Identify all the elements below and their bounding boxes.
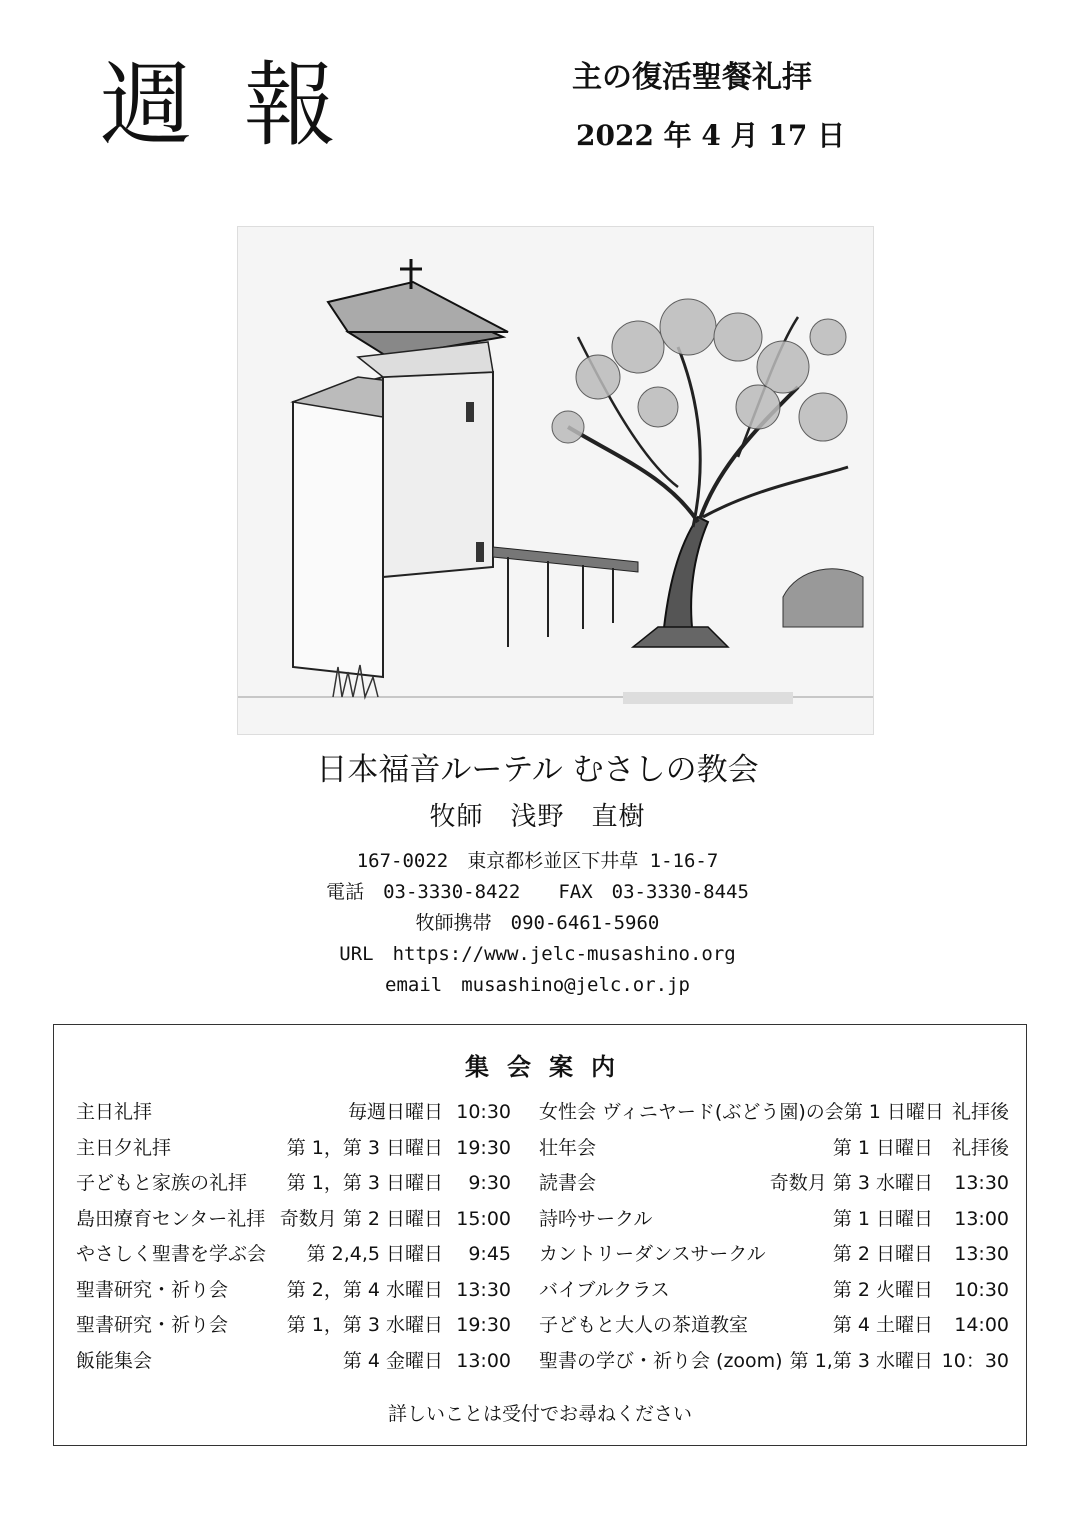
meeting-name: 飯能集会 — [76, 1349, 153, 1372]
meeting-name: カントリーダンスサークル — [539, 1243, 766, 1265]
meeting-row — [539, 1346, 1009, 1382]
meeting-row — [539, 1097, 1009, 1133]
meeting-row — [539, 1275, 1009, 1311]
meeting-row — [539, 1310, 1009, 1346]
meeting-time: 9:45 — [468, 1243, 511, 1265]
meeting-name: 壮年会 — [539, 1136, 597, 1159]
email-address[interactable]: email musashino@jelc.or.jp — [385, 974, 690, 996]
meeting-name: 主日礼拝 — [76, 1101, 153, 1123]
meeting-row — [539, 1204, 1009, 1240]
meeting-when: 第 2 日曜日 — [832, 1243, 933, 1265]
meeting-time: 10:30 — [456, 1101, 511, 1123]
meeting-time: 礼拝後 — [951, 1136, 1009, 1159]
meeting-time: 13:00 — [954, 1207, 1009, 1230]
service-title: 主の復活聖餐礼拝 — [572, 60, 812, 95]
meeting-row — [539, 1133, 1009, 1169]
phone-fax: 電話 03-3330-8422 FAX 03-3330-8445 — [326, 881, 749, 903]
meeting-name: やさしく聖書を学ぶ会 — [76, 1243, 267, 1265]
meeting-when: 奇数月 第 3 水曜日 — [769, 1172, 933, 1194]
meeting-row — [76, 1168, 511, 1204]
meeting-when: 第 4 金曜日 — [342, 1349, 443, 1372]
meeting-when: 第 1，第 3 日曜日 — [286, 1172, 443, 1194]
meeting-name: バイブルクラス — [539, 1278, 670, 1301]
contact-block — [0, 846, 1075, 1001]
meeting-time: 10:30 — [954, 1278, 1009, 1301]
meeting-time: 19:30 — [456, 1314, 511, 1336]
church-illustration — [237, 226, 874, 735]
meeting-name: 女性会 ヴィニヤード(ぶどう園)の会 — [539, 1101, 844, 1123]
meeting-time: 15:00 — [456, 1207, 511, 1230]
bulletin-title: 週報 — [100, 52, 389, 159]
pastor-name: 牧師 浅野 直樹 — [429, 802, 646, 832]
meetings-title: 集会案内 — [465, 1053, 633, 1081]
meeting-time: 13:00 — [456, 1349, 511, 1372]
meeting-time: 19:30 — [456, 1136, 511, 1159]
meeting-when: 第 1 日曜日 — [832, 1136, 933, 1159]
meeting-when: 第 1，第 3 日曜日 — [286, 1136, 443, 1159]
meeting-name: 島田療育センター礼拝 — [76, 1207, 266, 1230]
meeting-name: 主日夕礼拝 — [76, 1136, 172, 1159]
meeting-when: 第 2,4,5 日曜日 — [306, 1243, 443, 1265]
meeting-time: 14:00 — [954, 1314, 1009, 1336]
meeting-when: 奇数月 第 2 日曜日 — [279, 1207, 443, 1230]
meeting-when: 第 1 日曜日 — [843, 1101, 944, 1123]
meeting-name: 詩吟サークル — [539, 1207, 653, 1230]
meeting-row — [76, 1275, 511, 1311]
meetings-left-column — [76, 1097, 511, 1381]
meeting-name: 聖書の学び・祈り会 (zoom) — [539, 1349, 783, 1372]
meeting-when: 第 1,第 3 水曜日 — [789, 1349, 933, 1372]
meeting-name: 聖書研究・祈り会 — [76, 1314, 229, 1336]
meeting-name: 読書会 — [539, 1172, 597, 1194]
church-name: 日本福音ルーテル むさしの教会 — [316, 752, 759, 788]
meeting-row — [76, 1346, 511, 1382]
meeting-when: 第 2 火曜日 — [832, 1278, 933, 1301]
pastor-mobile: 牧師携帯 090-6461-5960 — [415, 912, 660, 934]
meeting-time: 13:30 — [954, 1243, 1009, 1265]
meeting-name: 子どもと大人の茶道教室 — [539, 1314, 749, 1336]
meeting-name: 子どもと家族の礼拝 — [76, 1172, 248, 1194]
meeting-when: 第 1 日曜日 — [832, 1207, 933, 1230]
meetings-box — [53, 1024, 1027, 1446]
meeting-time: 13:30 — [954, 1172, 1009, 1194]
meeting-row — [76, 1097, 511, 1133]
meeting-when: 第 1，第 3 水曜日 — [286, 1314, 443, 1336]
meeting-when: 毎週日曜日 — [347, 1101, 443, 1123]
meeting-when: 第 2，第 4 水曜日 — [286, 1278, 443, 1301]
meeting-row — [76, 1133, 511, 1169]
meeting-time: 9:30 — [468, 1172, 511, 1194]
meeting-row — [539, 1168, 1009, 1204]
meeting-row — [76, 1239, 511, 1275]
meeting-name: 聖書研究・祈り会 — [76, 1278, 229, 1301]
website-url[interactable]: URL https://www.jelc-musashino.org — [339, 943, 736, 965]
meeting-row — [76, 1204, 511, 1240]
meeting-row — [76, 1310, 511, 1346]
meeting-row — [539, 1239, 1009, 1275]
meeting-time: 13:30 — [456, 1278, 511, 1301]
meetings-note: 詳しいことは受付でお尋ねください — [387, 1403, 692, 1425]
service-date: 2022 年 4 月 17 日 — [576, 119, 846, 152]
meeting-time: 10：30 — [941, 1349, 1009, 1372]
church-sketch-drawing — [238, 227, 873, 734]
meeting-when: 第 4 土曜日 — [832, 1314, 933, 1336]
meetings-right-column — [539, 1097, 1009, 1381]
meeting-time: 礼拝後 — [951, 1101, 1009, 1123]
address: 167-0022 東京都杉並区下井草 1-16-7 — [356, 850, 719, 872]
